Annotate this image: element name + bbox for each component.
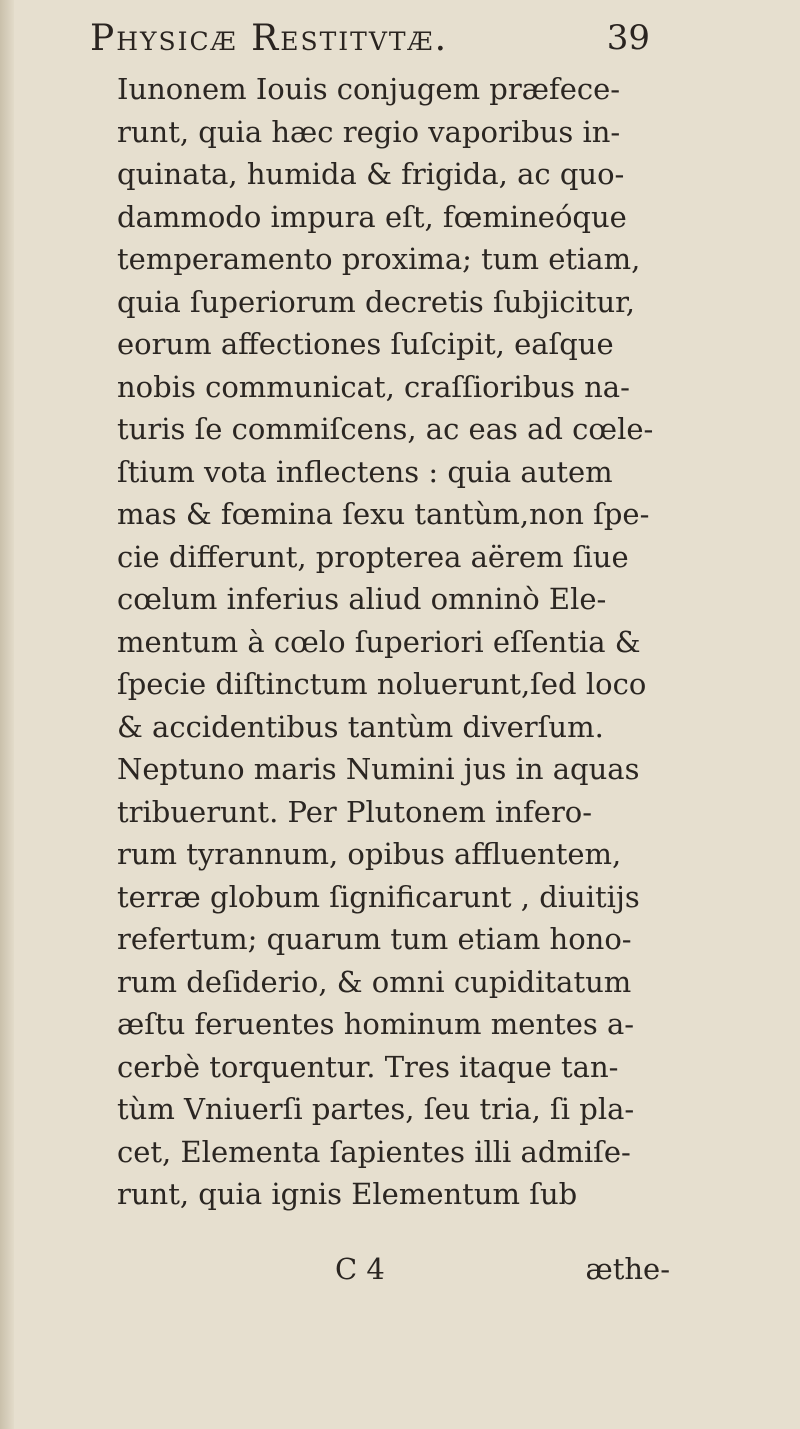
text-line: runt, quia hæc regio vaporibus in- (117, 114, 621, 149)
text-line: refertum; quarum tum etiam hono- (117, 922, 632, 956)
text-line: temperamento proxima; tum etiam, (117, 242, 641, 276)
text-line: ſtium vota inflectens : quia autem (117, 454, 613, 489)
text-line: ſpecie diſtinctum noluerunt,ſed loco (117, 667, 647, 701)
text-line: cerbè torquentur. Tres itaque tan- (117, 1049, 619, 1084)
text-line: terræ globum ſignificarunt , diuitijs (117, 879, 640, 914)
text-line: æſtu feruentes hominum mentes a- (117, 1007, 635, 1041)
text-line: & accidentibus tantùm diverſum. (117, 709, 604, 744)
page-number: 39 (606, 18, 650, 58)
text-line: tùm Vniuerſi partes, ſeu tria, ſi pla- (117, 1092, 635, 1126)
text-line: Neptuno maris Numini jus in aquas (117, 752, 640, 786)
text-line: nobis communicat, craſſioribus na- (117, 369, 630, 404)
text-line: dammodo impura eſt, fœmineóque (117, 199, 627, 234)
text-line: turis ſe commiſcens, ac eas ad cœle- (117, 412, 654, 446)
text-line: cet, Elementa ſapientes illi admiſe- (117, 1134, 631, 1169)
page-edge (0, 0, 14, 1429)
text-line: rum tyrannum, opibus affluentem, (117, 837, 622, 871)
text-line: Iunonem Iouis conjugem præfece- (117, 72, 621, 106)
footer-line (150, 1252, 670, 1296)
text-line: mas & fœmina ſexu tantùm,non ſpe- (117, 497, 650, 531)
text-line: mentum à cœlo ſuperiori eſſentia & (117, 624, 641, 659)
signature-mark: C 4 (335, 1252, 385, 1286)
running-title: Physicæ Restitvtæ. (90, 18, 449, 59)
text-line: runt, quia ignis Elementum ſub (117, 1177, 578, 1211)
text-line: rum deſiderio, & omni cupiditatum (117, 964, 632, 999)
catchword: æthe- (585, 1252, 670, 1286)
text-line: cœlum inferius aliud omninò Ele- (117, 582, 607, 616)
text-line: quia ſuperiorum decretis ſubjicitur, (117, 284, 636, 319)
text-line: quinata, humida & frigida, ac quo- (117, 157, 625, 191)
text-line: tribuerunt. Per Plutonem infero- (117, 794, 593, 829)
text-line: cie differunt, propterea aërem ſiue (117, 539, 629, 574)
body-text (117, 68, 677, 1216)
page-header (90, 14, 650, 68)
text-line: eorum affectiones ſuſcipit, eaſque (117, 327, 614, 361)
